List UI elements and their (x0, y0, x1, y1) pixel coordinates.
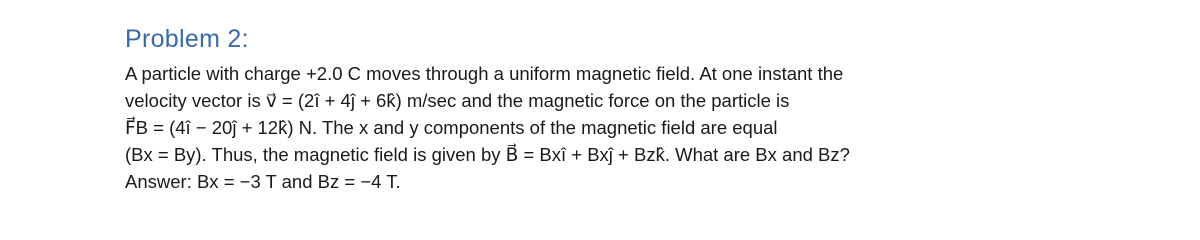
problem-line-2 (125, 87, 1185, 114)
problem-title: Problem 2: (125, 25, 249, 53)
problem-line-4 (125, 141, 1185, 168)
problem-line-1 (125, 60, 1185, 87)
problem-line-4-text: (Bx = By). Thus, the magnetic field is given by B⃗ = Bxî + Bxĵ + Bzk̂. What are Bx and Bz? (125, 144, 850, 165)
answer-line-text: Answer: Bx = −3 T and Bz = −4 T. (125, 171, 401, 192)
problem-body (125, 60, 1185, 195)
answer-line (125, 168, 1185, 195)
problem-line-2-text: velocity vector is v⃗ = (2î + 4ĵ + 6k̂) m/sec and the magnetic force on the particle is (125, 90, 790, 111)
problem-line-3-text: F⃗B = (4î − 20ĵ + 12k̂) N. The x and y components of the magnetic field are equal (125, 117, 778, 138)
problem-line-3 (125, 114, 1185, 141)
problem-line-1-text: A particle with charge +2.0 C moves through a uniform magnetic field. At one instant the (125, 63, 844, 84)
